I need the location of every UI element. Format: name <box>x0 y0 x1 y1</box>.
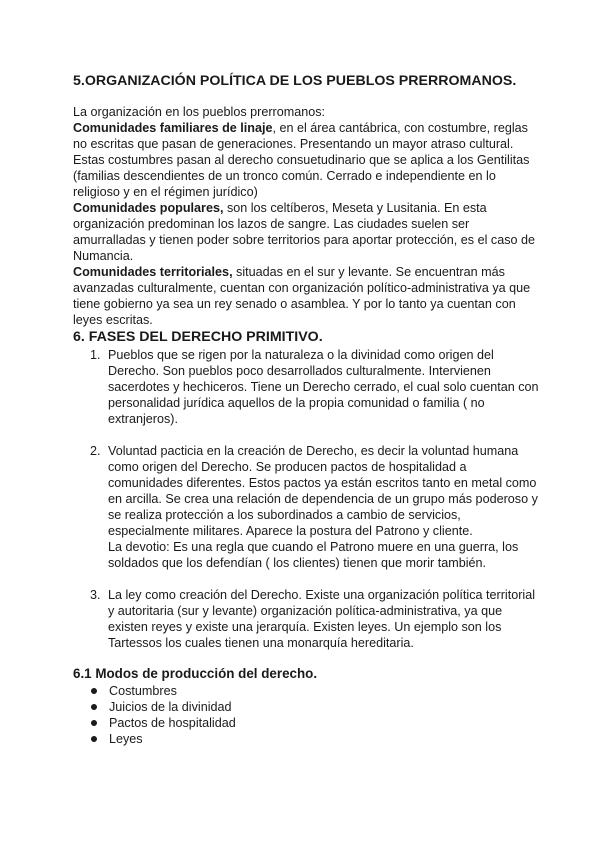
list-number: 3. <box>90 588 101 602</box>
bullet-item <box>73 683 543 699</box>
list-number: 1. <box>90 348 101 362</box>
section-5-heading: 5.ORGANIZACIÓN POLÍTICA DE LOS PUEBLOS PRERROMANOS. <box>73 73 517 89</box>
bullet-text: Juicios de la divinidad <box>109 700 232 714</box>
territoriales-paragraph <box>73 264 543 328</box>
bullet-item <box>73 731 543 747</box>
bullet-text: Leyes <box>109 732 143 746</box>
familiares-text: , en el área cantábrica, con costumbre, reglas no escritas que pasan de generaciones. Presentando un mayor atraso cultural. <box>73 121 528 151</box>
populares-text: son los celtíberos, Meseta y Lusitania. En esta organización predominan los lazos de sangre. Las ciudades suelen ser amurralladas y tienen poder sobre territorios para aportar protección, es el caso de Numancia. <box>73 201 536 263</box>
familiares-term: Comunidades familiares de linaje <box>73 121 273 135</box>
familiares-paragraph <box>73 120 543 152</box>
section-6-heading: 6. FASES DEL DERECHO PRIMITIVO. <box>73 329 323 345</box>
modos-bullet-list <box>73 683 543 747</box>
bullet-item <box>73 699 543 715</box>
list-number: 2. <box>90 444 101 458</box>
list-item-text: Voluntad pacticia en la creación de Derecho, es decir la voluntad humana como origen del Derecho. Se producen pactos de hospitalidad a comunidades diferentes. Estos pactos ya están escritos tanto en metal como en arcilla. Se crea una relación de dependencia de un grupo más poderoso y se realiza protección a los subordinados a cambio de servicios, especialmente militares. Aparece la postura del Patrono y cliente. <box>108 444 538 538</box>
bullet-icon <box>91 688 97 694</box>
fases-ordered-list <box>73 347 543 667</box>
bullet-text: Costumbres <box>109 684 177 698</box>
list-item <box>73 443 543 571</box>
territoriales-term: Comunidades territoriales, <box>73 265 233 279</box>
populares-paragraph <box>73 200 543 264</box>
populares-term: Comunidades populares, <box>73 201 224 215</box>
bullet-text: Pactos de hospitalidad <box>109 716 236 730</box>
section-6-1-heading: 6.1 Modos de producción del derecho. <box>73 666 318 681</box>
intro-paragraph: La organización en los pueblos prerromanos: <box>73 105 326 119</box>
list-item-text: La ley como creación del Derecho. Existe una organización política territorial y autoritaria (sur y levante) organización política-administrativa, ya que existen reyes y existe una jerarquía. Existen leyes. Un ejemplo son los Tartessos los cuales tienen una monarquía hereditaria. <box>108 588 536 650</box>
devotio-text: La devotio: Es una regla que cuando el Patrono muere en una guerra, los soldados que los defendían ( los clientes) tienen que morir también. <box>108 540 519 570</box>
bullet-icon <box>91 736 97 742</box>
consuetudinario-paragraph: Estas costumbres pasan al derecho consuetudinario que se aplica a los Gentilitas (familias descendientes de un tronco común. Cerrado e independiente en lo religioso y en el régimen jurídico) <box>73 153 530 199</box>
bullet-icon <box>91 720 97 726</box>
list-item <box>73 587 543 651</box>
territoriales-text: situadas en el sur y levante. Se encuentran más avanzadas culturalmente, cuentan con organización político-administrativa ya que tiene gobierno ya sea un rey senado o asamblea. Y por lo tanto ya cuentan con leyes escritas. <box>73 265 531 327</box>
list-item-text: Pueblos que se rigen por la naturaleza o la divinidad como origen del Derecho. Son pueblos poco desarrollados culturalmente. Intervienen sacerdotes y hechiceros. Tiene un Derecho cerrado, el cual solo cuentan con personalidad jurídica aquellos de la propia comunidad o familia ( no extranjeros). <box>108 348 539 426</box>
bullet-item <box>73 715 543 731</box>
section-5-body <box>73 104 543 328</box>
list-item <box>73 347 543 427</box>
bullet-icon <box>91 704 97 710</box>
